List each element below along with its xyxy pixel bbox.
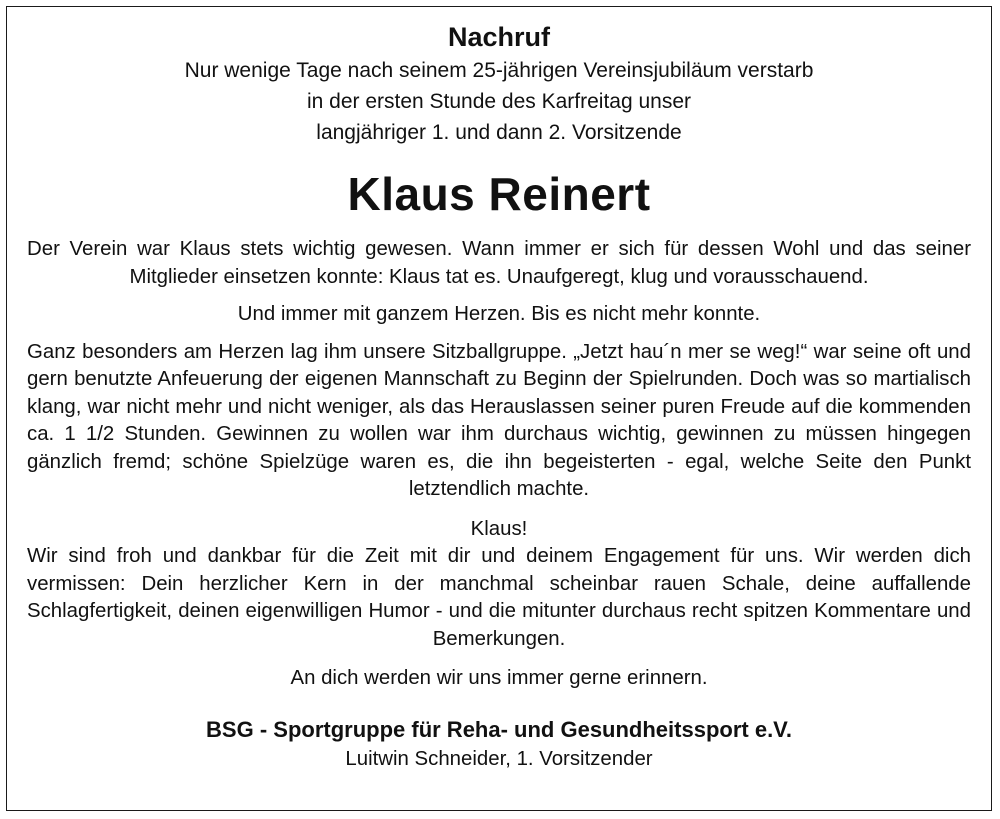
paragraph-gratitude: Wir sind froh und dankbar für die Zeit mit dir und deinem Engagement für uns. Wir werden dich vermissen: Dein herzlicher Kern in der manchmal scheinbar rauen Schale, deine auffallende Schlagfertigkeit, deinen eigenwilligen Humor - und die mitunter durchaus recht spitzen Kommentare und Bemerkungen. <box>27 545 971 650</box>
paragraph-sitzball: Ganz besonders am Herzen lag ihm unsere Sitzballgruppe. „Jetzt hau´n mer se weg!“ war seine oft und gern benutzte Anfeuerung der eigenen Mannschaft zu Beginn der Spielrunden. Doch was so martialisch klang, war nicht mehr und nicht weniger, als das Herauslassen seiner puren Freude auf die kommenden ca. 1 1/2 Stunden. Gewinnen zu wollen war ihm durchaus wichtig, gewinnen zu müssen hingegen gänzlich fremd; schöne Spielzüge waren es, die ihn begeisterten - egal, welche Seite den Punkt letztendlich machte. <box>27 340 971 500</box>
organization-name: BSG - Sportgruppe für Reha- und Gesundheitssport e.V. <box>206 716 792 742</box>
deceased-name: Klaus Reinert <box>347 168 651 220</box>
intro-line: Nur wenige Tage nach seinem 25-jährigen Vereinsjubiläum verstarb <box>184 59 814 82</box>
signatory: Luitwin Schneider, 1. Vorsitzender <box>345 747 653 770</box>
obituary-notice <box>6 6 992 811</box>
paragraph-club-importance: Der Verein war Klaus stets wichtig gewesen. Wann immer er sich für dessen Wohl und das seiner Mitglieder einsetzen konnte: Klaus tat es. Unaufgeregt, klug und vorausschauend. <box>27 238 971 288</box>
paragraph-whole-heart: Und immer mit ganzem Herzen. Bis es nicht mehr konnte. <box>237 303 761 325</box>
intro-text <box>27 55 971 148</box>
intro-line: langjähriger 1. und dann 2. Vorsitzende <box>316 121 682 144</box>
intro-line: in der ersten Stunde des Karfreitag unser <box>306 90 692 113</box>
salutation: Klaus! <box>470 517 528 540</box>
paragraph-remembrance: An dich werden wir uns immer gerne erinnern. <box>290 667 708 689</box>
notice-title: Nachruf <box>447 22 550 52</box>
